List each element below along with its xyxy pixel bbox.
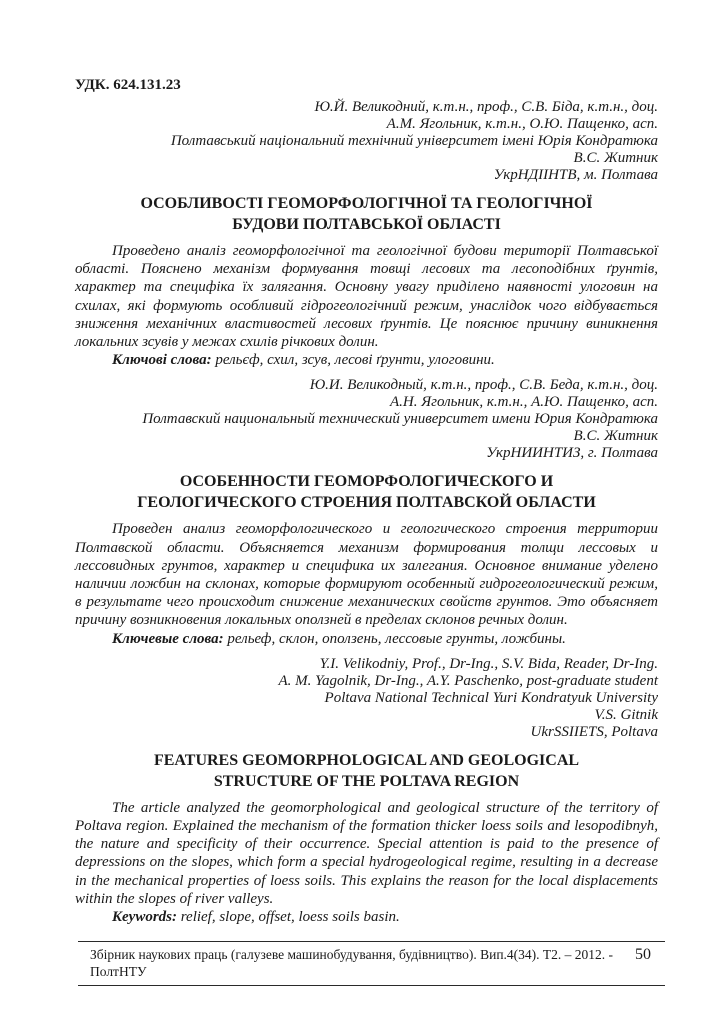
keywords-text: relief, slope, offset, loess soils basin. (177, 909, 400, 926)
author-line: В.С. Житник (573, 150, 658, 166)
keywords-ru (75, 630, 658, 648)
footer (78, 941, 665, 986)
section-en (75, 656, 658, 926)
affiliation-line: Poltava National Technical Yuri Kondratyuk University (324, 689, 658, 706)
page-number: 50 (635, 946, 651, 963)
abstract-uk: Проведено аналіз геоморфологічної та геологічної будови території Полтавської області. Пояснено механізм формування товщі лесових та лесоподібних ґрунтів, характер та специфіка їх залягання. Основну увагу приділено наявності улоговин на схилах, які формують особливий гідрогеологічний режим, унаслідок чого відбувається зниження механічних властивостей лесових ґрунтів. Це пояснює причину виникнення локальних зсувів у межах схилів річкових долин. (75, 243, 658, 351)
affiliation-line: УкрНДІІНТВ, м. Полтава (493, 167, 658, 183)
title-line: STRUCTURE OF THE POLTAVA REGION (213, 772, 520, 790)
author-line: Ю.И. Великодный, к.т.н., проф., С.В. Беда, к.т.н., доц. (309, 377, 658, 394)
section-ru (75, 377, 658, 647)
title-line: FEATURES GEOMORPHOLOGICAL AND GEOLOGICAL (153, 751, 580, 769)
affiliation-line: Полтавський національний технічний університет імені Юрія Кондратюка (170, 133, 658, 149)
article-title-uk (75, 193, 658, 235)
author-line: А.М. Ягольник, к.т.н., О.Ю. Пащенко, асп. (386, 116, 658, 132)
article-title-ru (75, 471, 658, 513)
author-line: A. M. Yagolnik, Dr-Ing., A.Y. Paschenko, post-graduate student (278, 672, 658, 689)
authors-block-en (75, 656, 658, 741)
author-line: Y.I. Velikodniy, Prof., Dr-Ing., S.V. Bida, Reader, Dr-Ing. (319, 655, 658, 672)
udc-code: УДК. 624.131.23 (75, 77, 181, 93)
title-line: ОСОБЕННОСТИ ГЕОМОРФОЛОГИЧЕСКОГО И (179, 473, 554, 491)
title-line: ОСОБЛИВОСТІ ГЕОМОРФОЛОГІЧНОЇ ТА ГЕОЛОГІЧНОЇ (140, 195, 593, 212)
keywords-label: Keywords: (112, 909, 177, 926)
footer-journal-title: Збірник наукових праць (галузеве машинобудування, будівництво). Вип.4(34). Т2. – 2012. - ПолтНТУ (90, 947, 614, 979)
author-line: А.Н. Ягольник, к.т.н., А.Ю. Пащенко, асп. (389, 394, 658, 411)
keywords-label: Ключевые слова: (112, 630, 224, 647)
abstract-en: The article analyzed the geomorphological and geological structure of the territory of Poltava region. Explained the mechanism of the formation thicker loess soils and lesopodibnyh, the nature and specificity of their occurrence. Special attention is paid to the presence of depressions on the slopes, which form a special hydrogeological regime, resulting in a decrease in the mechanical properties of loess soils. This explains the reason for the local displacements within the slopes of river valleys. (75, 799, 658, 907)
keywords-uk (75, 351, 658, 369)
authors-block-uk (75, 99, 658, 184)
affiliation-line: Полтавский национальный технический университет имени Юрия Кондратюка (142, 411, 658, 428)
authors-block-ru (75, 377, 658, 462)
keywords-text: рельєф, схил, зсув, лесові ґрунти, улоговини. (211, 352, 495, 369)
affiliation-line: UkrSSIIETS, Poltava (530, 723, 658, 740)
abstract-ru: Проведен анализ геоморфологического и геологического строения территории Полтавской области. Объясняется механизм формирования толщи лессовых и лессовидных грунтов, характер и специфика их залегания. Основное внимание уделено наличии ложбин на склонах, которые формируют особенный гидрогеологический режим, в результате чего происходит снижение механических свойств грунтов. Это объясняет причину возникновения локальных оползней в пределах склонов речных долин. (75, 521, 658, 629)
title-line: ГЕОЛОГИЧЕСКОГО СТРОЕНИЯ ПОЛТАВСКОЙ ОБЛАСТИ (137, 494, 596, 512)
article-title-en (75, 750, 658, 792)
title-line: БУДОВИ ПОЛТАВСЬКОЇ ОБЛАСТІ (232, 216, 501, 233)
affiliation-line: УкрНИИНТИЗ, г. Полтава (486, 445, 658, 462)
keywords-label: Ключові слова: (112, 352, 212, 369)
author-line: V.S. Gitnik (594, 706, 658, 723)
keywords-text: рельеф, склон, оползень, лессовые грунты, ложбины. (223, 630, 566, 647)
author-line: Ю.Й. Великодний, к.т.н., проф., С.В. Біда, к.т.н., доц. (314, 99, 658, 115)
keywords-en (75, 908, 658, 926)
author-line: В.С. Житник (573, 428, 658, 445)
